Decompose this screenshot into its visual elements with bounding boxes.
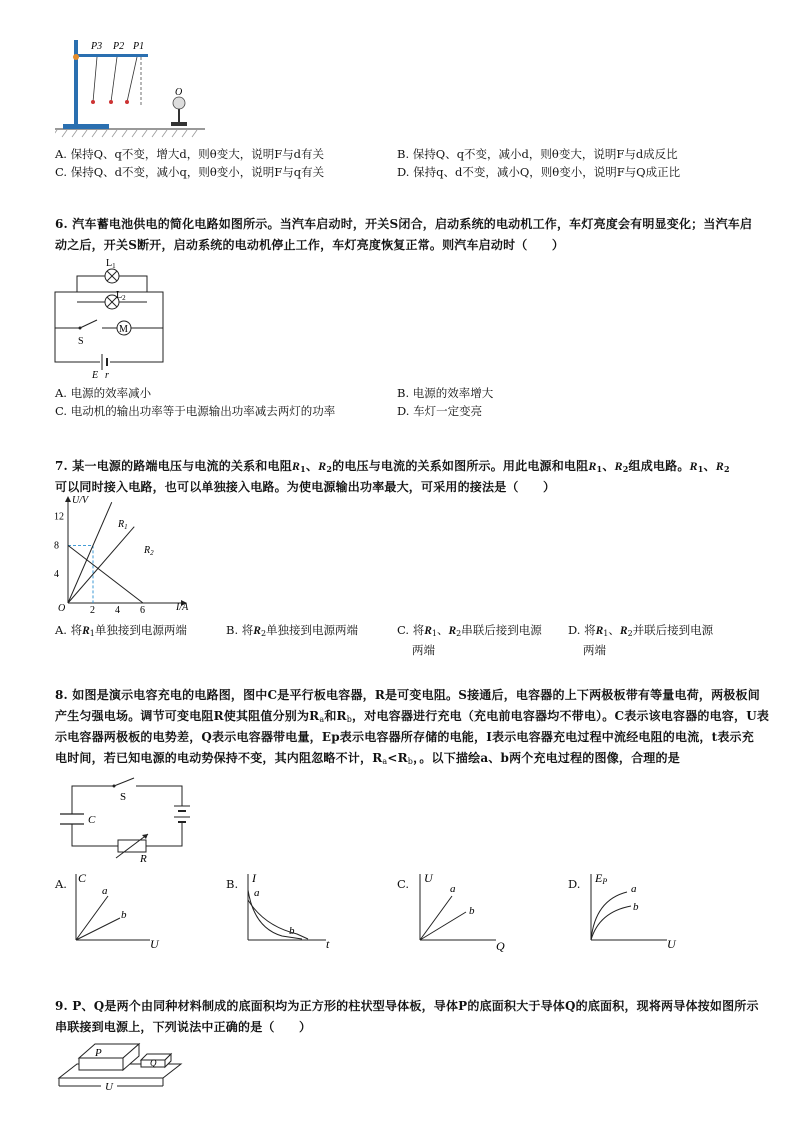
label-q: Q — [150, 1058, 157, 1068]
label-p2: P2 — [113, 41, 125, 52]
label-p: P — [95, 1047, 102, 1059]
axis-label-y: I — [252, 871, 256, 885]
y-axis-label: U/V — [72, 495, 89, 506]
axis-label-x: U — [150, 937, 159, 951]
p3-thread — [93, 57, 97, 102]
q8-option-b-label[interactable]: B. — [226, 877, 239, 891]
q7-option-a[interactable]: A. 将$R_1$单独接到电源两端 — [55, 623, 187, 638]
q8-stem-line2: 产生匀强电场。调节可变电阻R使其阻值分别为$R_a$和$R_b$，对电容器进行充电（充电前电容器均不带电）。C表示该电容器的电容，U表 — [55, 709, 770, 724]
curve-label-a: a — [102, 885, 108, 897]
line-a — [420, 896, 452, 940]
q8-graph-b[interactable] — [242, 868, 342, 952]
label-s: S — [120, 791, 127, 803]
q6-circuit — [52, 258, 172, 380]
p1-thread — [127, 57, 137, 102]
x-tick-label: 2 — [90, 605, 95, 613]
q9-stem-line1: 9. P、Q是两个由同种材料制成的底面积均为正方形的柱状型导体板，导体P的底面积大于导体Q的底面积，现将两导体按如图所示 — [55, 999, 759, 1013]
curve-label-b: b — [289, 925, 295, 937]
q5-figure — [55, 36, 205, 142]
curve-label-a: a — [254, 887, 260, 899]
series-line-R2 — [68, 527, 134, 603]
y-tick-label: 4 — [54, 569, 59, 581]
x-tick-label: 4 — [115, 605, 120, 613]
q8-circuit — [54, 776, 194, 862]
line-b — [420, 912, 466, 940]
q6-option-a[interactable]: A. 电源的效率减小 — [55, 386, 152, 400]
label-s: S — [78, 336, 84, 347]
q8-option-d-label[interactable]: D. — [568, 877, 581, 891]
q7-option-b[interactable]: B. 将$R_2$单独接到电源两端 — [226, 623, 359, 638]
axis-label-x: U — [667, 937, 676, 951]
axis-label-x: t — [326, 937, 330, 951]
label-m: M — [119, 324, 128, 335]
label-l2: $L_2$ — [116, 290, 126, 302]
q7-stem-line1: 7. 某一电源的路端电压与电流的关系和电阻$R_1$、$R_2$的电压与电流的关系如图所示。用此电源和电阻$R_1$、$R_2$组成电路。$R_1$、$R_2$ — [55, 459, 730, 474]
curve-label-b: b — [469, 905, 475, 917]
label-e: E — [92, 370, 99, 380]
axis-label-y: C — [78, 871, 87, 885]
curve-label-a: a — [631, 883, 637, 895]
label-p1: P1 — [133, 41, 145, 52]
line-a — [76, 896, 108, 940]
origin-label: O — [58, 603, 66, 613]
q8-graph-d[interactable] — [585, 868, 685, 952]
q7-stem-line2: 可以同时接入电路，也可以单独接入电路。为使电源输出功率最大，可采用的接法是（ ） — [55, 480, 556, 494]
q6-stem-line1: 6. 汽车蓄电池供电的简化电路如图所示。当汽车启动时，开关S闭合，启动系统的电动机工作，车灯亮度会有明显变化；当汽车启 — [55, 217, 753, 231]
q8-stem-line1: 8. 如图是演示电容充电的电路图，图中C是平行板电容器，R是可变电阻。S接通后，电容器的上下两极板带有等量电荷，两极板间 — [55, 688, 760, 702]
q8-option-c-label[interactable]: C. — [397, 877, 410, 891]
curve-b — [248, 900, 308, 939]
label-u: U — [105, 1081, 113, 1090]
curve-label-b: b — [121, 909, 127, 921]
curve-label-a: a — [450, 883, 456, 895]
q9-stem-line2: 串联接到电源上，下列说法中正确的是（ ） — [55, 1020, 312, 1034]
p2-thread — [111, 57, 117, 102]
curve-a — [591, 892, 627, 940]
label-r: R — [140, 853, 147, 862]
q8-stem-line4: 电时间，若已知电源的电动势保持不变，其内阻忽略不计，$R_a<R_b$，。以下描绘a、b两个充电过程的图像，合理的是 — [55, 751, 680, 766]
switch-s — [114, 778, 134, 786]
r1-line-label: $R_1$ — [118, 519, 128, 531]
series-line-电源 — [68, 545, 143, 603]
label-r: r — [105, 370, 109, 380]
curve-label-b: b — [633, 901, 639, 913]
conductor-p-front — [79, 1058, 123, 1070]
q8-stem-line3: 示电容器两极板的电势差，Q表示电容器带电量，Ep表示电容器所存储的电能，I表示电容器充电过程中流经电阻的电流，t表示充 — [55, 730, 754, 744]
q7-ui-chart — [52, 493, 202, 613]
x-axis-label: I/A — [176, 602, 189, 613]
q6-option-b[interactable]: B. 电源的效率增大 — [397, 386, 494, 400]
q5-option-d[interactable]: D. 保持q、d不变，减小Q，则θ变小，说明F与Q成正比 — [397, 165, 681, 179]
x-tick-label: 6 — [140, 605, 145, 613]
r2-line-label: $R_2$ — [144, 545, 154, 557]
axis-label-x: Q — [496, 939, 505, 952]
label-p3: P3 — [91, 41, 103, 52]
q8-graph-a[interactable] — [70, 868, 170, 952]
q5-option-a[interactable]: A. 保持Q、q不变，增大d，则θ变大，说明F与d有关 — [55, 147, 325, 161]
label-c: C — [88, 814, 96, 826]
q6-option-d[interactable]: D. 车灯一定变亮 — [397, 404, 483, 418]
q8-graph-c[interactable] — [414, 868, 518, 952]
q5-option-c[interactable]: C. 保持Q、d不变，减小q，则θ变小，说明F与q有关 — [55, 165, 325, 179]
q7-option-c[interactable]: C. 将$R_1$、$R_2$串联后接到电源 两端 — [397, 623, 542, 657]
q5-option-b[interactable]: B. 保持Q、q不变，减小d，则θ变大，说明F与d成反比 — [397, 147, 678, 161]
curve-b — [591, 906, 631, 940]
q7-option-d[interactable]: D. 将$R_1$、$R_2$并联后接到电源 两端 — [568, 623, 714, 657]
axis-label-y: U — [424, 871, 433, 885]
label-o: O — [175, 87, 183, 98]
label-l1: $L_1$ — [106, 258, 116, 270]
q9-figure — [55, 1038, 190, 1090]
q8-option-a-label[interactable]: A. — [55, 877, 67, 891]
q6-option-c[interactable]: C. 电动机的输出功率等于电源输出功率减去两灯的功率 — [55, 404, 336, 418]
line-b — [76, 918, 120, 940]
axis-label-y: EP — [595, 871, 608, 886]
series-line-R1 — [68, 502, 112, 603]
y-tick-label: 8 — [54, 540, 59, 552]
q6-stem-line2: 动之后，开关S断开，启动系统的电动机停止工作，车灯亮度恢复正常。则汽车启动时（ ） — [55, 238, 565, 252]
y-tick-label: 12 — [54, 511, 64, 523]
charged-ball-o — [173, 97, 185, 109]
